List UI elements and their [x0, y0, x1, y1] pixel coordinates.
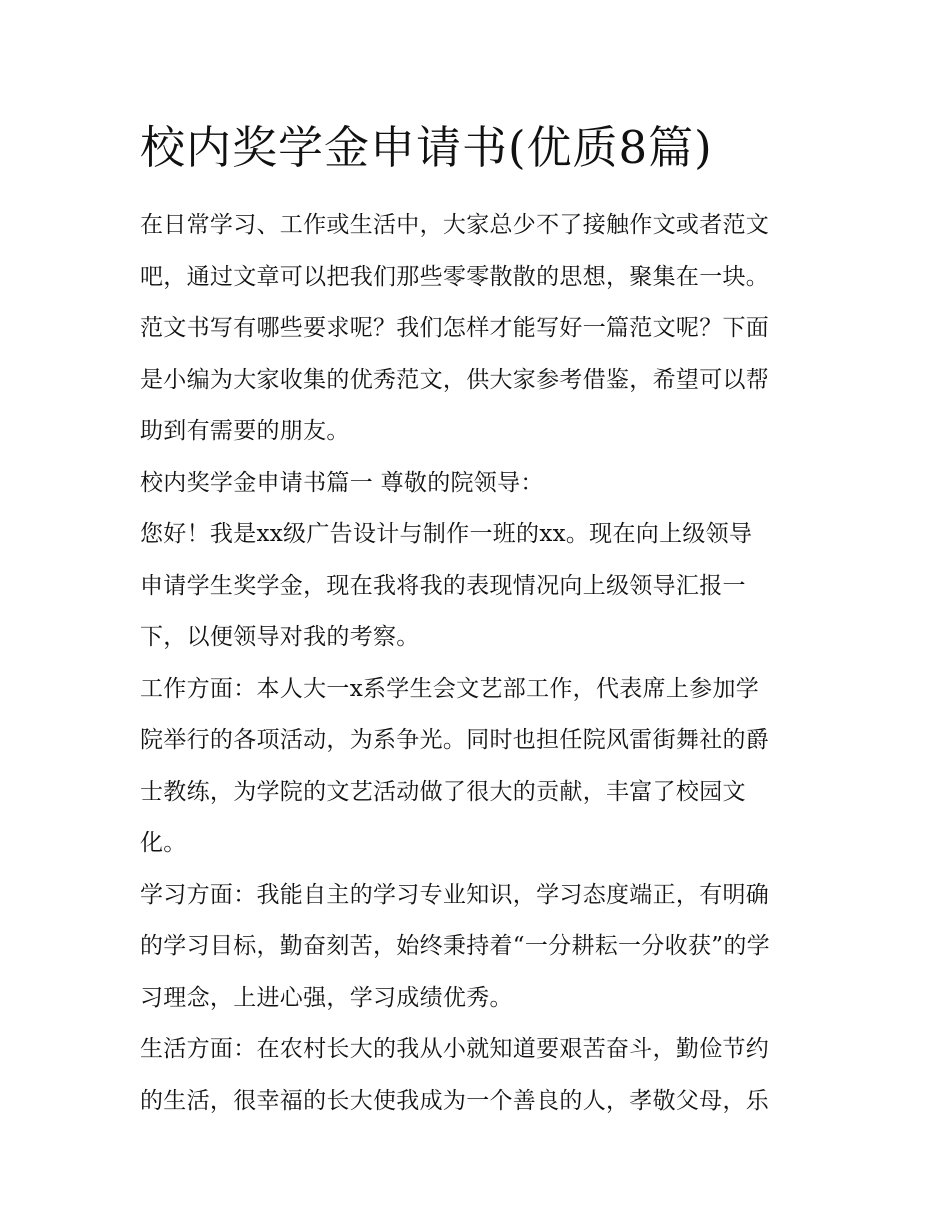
text-line: 习理念，上进心强，学习成绩优秀。: [140, 984, 513, 1011]
text-line: 生活方面：在农村长大的我从小就知道要艰苦奋斗，勤俭节约: [140, 1036, 770, 1062]
text-line: 您好！我是xx级广告设计与制作一班的xx。现在向上级领导: [140, 521, 753, 547]
text-line: 范文书写有哪些要求呢？我们怎样才能写好一篇范文呢？下面: [140, 315, 770, 341]
text-line: 吧，通过文章可以把我们那些零零散散的思想，聚集在一块。: [140, 263, 770, 290]
text-line: 在日常学习、工作或生活中，大家总少不了接触作文或者范文: [140, 212, 770, 238]
text-line: 校内奖学金申请书篇一 尊敬的院领导：: [140, 469, 544, 496]
greeting-paragraph: [140, 509, 820, 664]
work-paragraph: [140, 664, 820, 870]
text-line: 下，以便领导对我的考察。: [140, 624, 420, 650]
text-line: 化。: [140, 830, 187, 856]
document-title: 校内奖学金申请书(优质8篇): [140, 121, 713, 174]
text-line: 士教练，为学院的文艺活动做了很大的贡献，丰富了校园文: [140, 778, 746, 805]
text-line: 工作方面：本人大一x系学生会文艺部工作，代表席上参加学: [140, 675, 760, 702]
text-line: 学习方面：我能自主的学习专业知识，学习态度端正，有明确: [140, 881, 770, 908]
life-paragraph: [140, 1024, 820, 1127]
salutation-paragraph: [140, 458, 820, 510]
text-line: 院举行的各项活动，为系争光。同时也担任院风雷街舞社的爵: [140, 727, 770, 753]
text-line: 申请学生奖学金，现在我将我的表现情况向上级领导汇报一: [140, 572, 746, 599]
text-line: 是小编为大家收集的优秀范文，供大家参考借鉴，希望可以帮: [140, 366, 770, 393]
text-line: 的生活，很幸福的长大使我成为一个善良的人，孝敬父母，乐: [140, 1087, 770, 1114]
intro-paragraph: [140, 200, 820, 458]
text-line: 助到有需要的朋友。: [140, 418, 350, 444]
study-paragraph: [140, 870, 820, 1025]
document-body: [140, 200, 820, 1127]
text-line: 的学习目标，勤奋刻苦，始终秉持着“一分耕耘一分收获”的学: [140, 933, 770, 959]
